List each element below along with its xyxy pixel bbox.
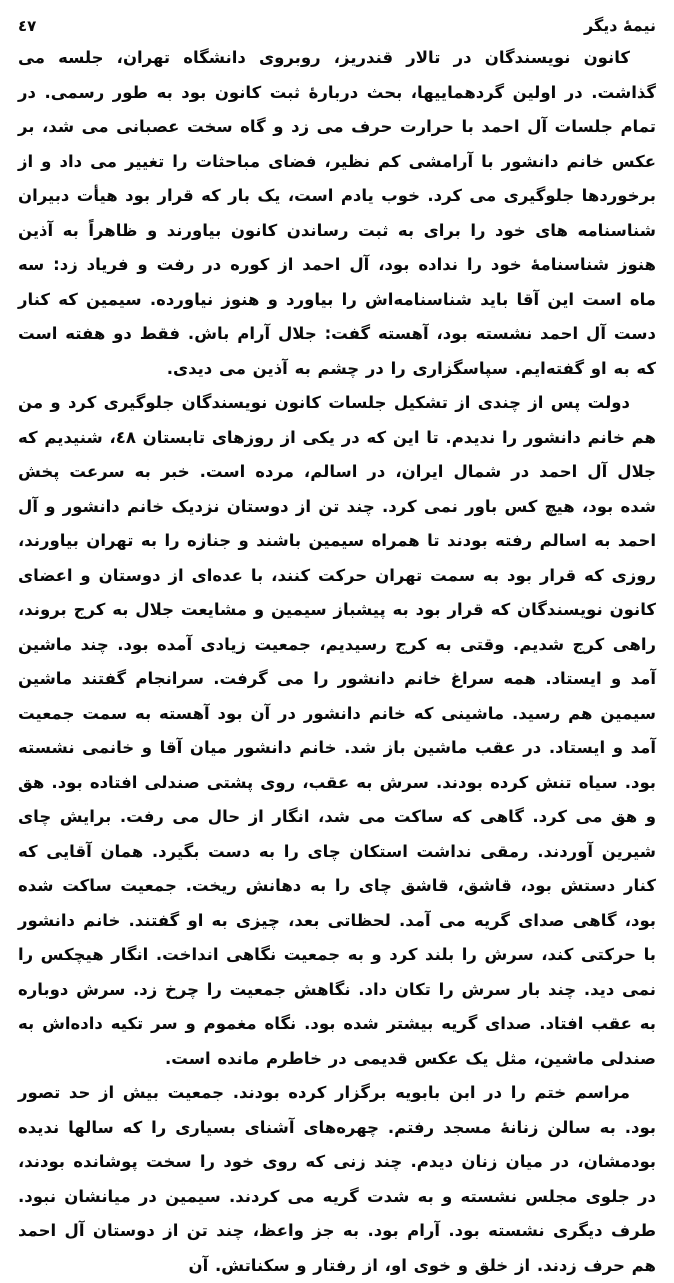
paragraph-1: کانون نویسندگان در تالار قندریز، روبروی دانشگاه تهران، جلسه می گذاشت. در اولین گردهماییها، بحث دربارهٔ ثبت کانون بود به طور رسمی. در تمام جلسات آل احمد با حرارت حرف می زد و گاه سخت عصبانی می شد، بر عکس خانم دانشور با آرامشی کم نظیر، فضای مباحثات را تغییر می داد و از برخوردها جلوگیری می کرد. خوب یادم است، یک بار که قرار بود هیأت دبیران شناسنامه های خود را برای به ثبت رساندن کانون بیاورند و ظاهراً به آذین هنوز شناسنامهٔ خود را نداده بود، آل احمد از کوره در رفت و فریاد زد: سه ماه است این آقا باید شناسنامه‌اش را بیاورد و هنوز نیاورده. سیمین که کنار دست آل احمد نشسته بود، آهسته گفت: جلال آرام باش. فقط دو هفته است که به او گفته‌ایم. سپاسگزاری را در چشم به آذین می دیدی.	[18, 48, 656, 378]
page-header	[18, 16, 656, 35]
page-body-text	[18, 41, 656, 1283]
page-number: ٤٧	[18, 17, 37, 35]
paragraph-2: دولت پس از چندی از تشکیل جلسات کانون نویسندگان جلوگیری کرد و من هم خانم دانشور را ندیدم. تا این که در یکی از روزهای تابستان ٤٨، شنیدیم که جلال آل احمد در شمال ایران، در اسالم، مرده است. خبر به سرعت پخش شده بود، هیچ کس باور نمی کرد. چند تن از دوستان نزدیک خانم دانشور و آل احمد به اسالم رفته بودند تا همراه سیمین باشند و جنازه را به تهران بیاورند، روزی که قرار بود به سمت تهران حرکت کنند، با عده‌ای از دوستان و اعضای کانون نویسندگان که قرار بود به پیشباز سیمین و مشایعت جلال به کرج بروند، راهی کرج شدیم. وقتی به کرج رسیدیم، جمعیت زیادی آمده بود. چند ماشین آمد و ایستاد. همه سراغ خانم دانشور را می گرفت. سرانجام گفتند ماشین سیمین هم رسید. ماشینی که خانم دانشور در آن بود آهسته به سمت جمعیت آمد و ایستاد. در عقب ماشین باز شد. خانم دانشور میان آقا و خانمی نشسته بود. سیاه تنش کرده بودند. سرش به عقب، روی پشتی صندلی افتاده بود. هق و هق می کرد. گاهی که ساکت می شد، انگار از حال می رفت. برایش چای شیرین آوردند. رمقی نداشت استکان چای را به دست بگیرد. همان آقایی که کنار دستش بود، قاشق، قاشق چای را به دهانش ریخت. جمعیت ساکت شده بود، گاهی صدای گریه می آمد. لحظاتی بعد، چیزی به او گفتند. خانم دانشور با حرکتی کند، سرش را بلند کرد و به جمعیت نگاهی انداخت. انگار هیچکس را نمی دید. چند بار سرش را تکان داد. نگاهش جمعیت را چرخ زد. سرش دوباره به عقب افتاد. صدای گریه بیشتر شده بود. نگاه مغموم و سر تکیه داده‌اش به صندلی ماشین، مثل یک عکس قدیمی در خاطرم مانده است.	[18, 393, 656, 1068]
book-title: نیمهٔ دیگر	[583, 16, 656, 35]
paragraph-3: مراسم ختم را در ابن بابویه برگزار کرده بودند. جمعیت بیش از حد تصور بود. به سالن زنانهٔ مسجد رفتم. چهره‌های آشنای بسیاری را که سالها ندیده بودمشان، در میان زنان دیدم. چند زنی که روی خود را سخت پوشانده بودند، در جلوی مجلس نشسته و به شدت گریه می کردند. سیمین در میانشان نبود. طرف دیگری نشسته بود. آرام بود. به جز واعظ، چند تن از دوستان آل احمد هم حرف زدند. از خلق و خوی او، از رفتار و سکناتش. آن	[18, 1083, 656, 1275]
